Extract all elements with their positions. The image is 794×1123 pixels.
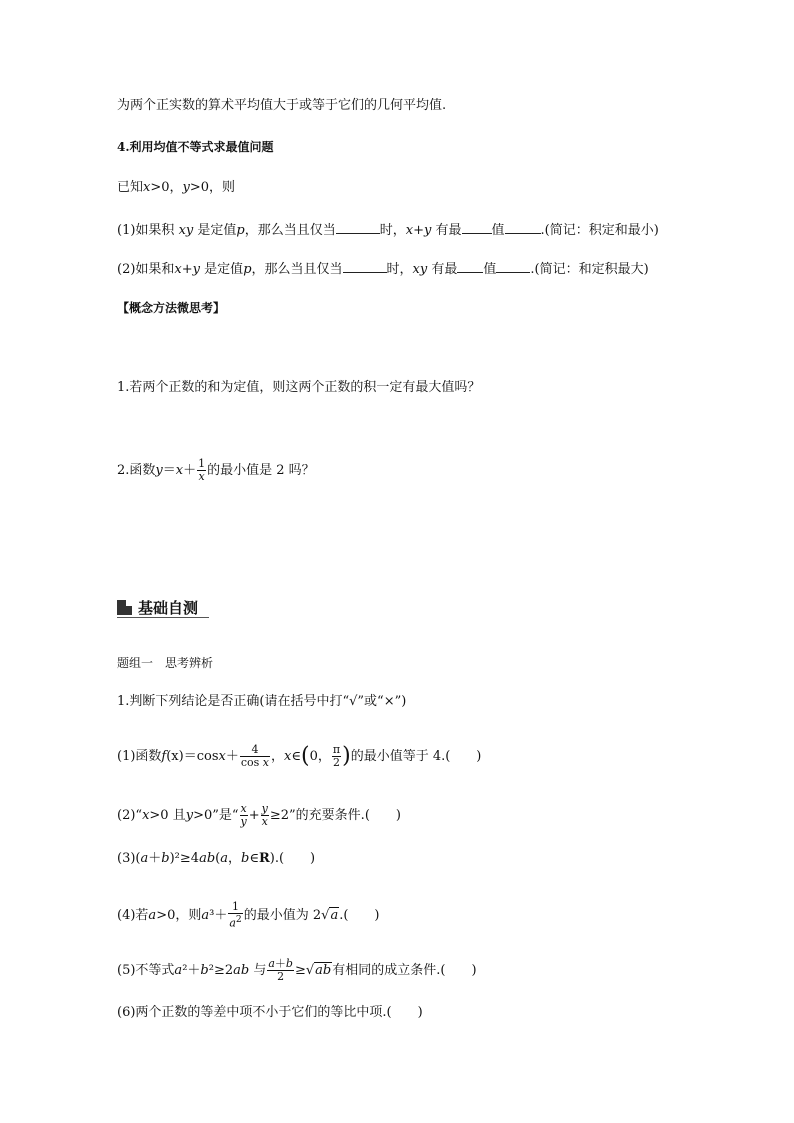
p4-text-c: 的最小值为 2 — [243, 907, 322, 923]
p3-text-a: (3)( — [117, 851, 141, 866]
section4-heading: 4.利用均值不等式求最值问题 — [117, 140, 274, 154]
fraction-denominator: x — [198, 470, 205, 483]
real-set: R — [258, 851, 270, 866]
q2-text-b: 的最小值是 2 吗？ — [207, 463, 315, 478]
fraction-numerator: π — [332, 743, 341, 756]
var-b: b — [200, 963, 209, 978]
item2-text-f: 值 — [483, 262, 497, 277]
section-title: 基础自测 — [138, 599, 199, 617]
var-y: y — [424, 223, 432, 238]
var-x: x — [174, 262, 182, 277]
left-paren: ( — [301, 743, 310, 769]
fraction-numerator: 4 — [240, 744, 270, 757]
plus-sign: ＋ — [274, 957, 286, 970]
var-x: x — [284, 749, 292, 764]
intro-line: 为两个正实数的算术平均值大于或等于它们的几何平均值. — [117, 98, 447, 113]
item1-text-f: 值 — [491, 223, 505, 238]
var-x: x — [405, 223, 414, 238]
given-cond-x: >0， — [150, 180, 183, 195]
given-cond-y: >0，则 — [189, 180, 236, 195]
var-x: x — [218, 749, 226, 764]
p5-op2: ²≥2 — [208, 963, 234, 978]
p1-text-a: (1)函数 — [117, 749, 162, 764]
item2-text-b: 是定值 — [204, 262, 244, 277]
fraction — [332, 744, 341, 769]
element-of-sign: ∈ — [291, 749, 301, 764]
fraction — [240, 803, 248, 828]
var-x: x — [142, 808, 150, 823]
plus-sign: ＋ — [214, 907, 228, 923]
p2-text-d: ≥2”的充要条件.( ) — [269, 808, 401, 823]
fraction — [228, 901, 242, 930]
exponent: 2 — [235, 914, 242, 925]
right-paren: ) — [342, 743, 351, 769]
item1-text-c: ，那么当且仅当 — [244, 223, 336, 238]
sqrt-radicand: ab — [315, 963, 332, 978]
square-bullet-icon — [117, 600, 132, 615]
q2-text-a: 2.函数 — [117, 463, 156, 478]
var-a: a — [220, 851, 228, 866]
var-y: y — [155, 463, 163, 478]
geq-sign: ≥ — [294, 963, 306, 978]
concept-q1: 1.若两个正数的和为定值，则这两个正数的积一定有最大值吗？ — [117, 380, 481, 395]
given-line — [117, 180, 235, 196]
given-prefix: 已知 — [117, 180, 144, 195]
item1-text-d: 时， — [379, 223, 406, 238]
comma: ， — [271, 749, 285, 764]
fraction-denominator: 2 — [332, 756, 340, 769]
item2-text-a: (2)如果和 — [117, 262, 175, 277]
item2-text-e: 有最 — [431, 262, 458, 277]
var-b: b — [161, 851, 170, 866]
var-y: y — [192, 262, 201, 277]
var-p: p — [243, 262, 252, 277]
statement-2 — [117, 803, 401, 828]
var-ab: ab — [199, 851, 216, 866]
var-x: x — [262, 756, 270, 769]
var-x: x — [143, 180, 151, 195]
p3-text-c: ( — [215, 851, 221, 866]
item2-text-c: ，那么当且仅当 — [251, 262, 343, 277]
p5-op1: ²＋ — [182, 963, 201, 978]
fraction-denominator: x — [261, 815, 268, 828]
item1-text-e: 有最 — [435, 223, 462, 238]
var-a: a — [229, 916, 236, 930]
statement-6: (6)两个正数的等差中项不小于它们的等比中项.( ) — [117, 1005, 423, 1020]
var-b: b — [241, 851, 250, 866]
concept-q2 — [117, 458, 315, 483]
fraction-numerator: 1 — [198, 457, 206, 470]
fraction-denominator — [240, 757, 270, 769]
plus-sign: + — [413, 223, 425, 238]
interval-start: 0， — [309, 749, 331, 764]
plus-sign: + — [248, 808, 260, 823]
fraction-numerator: x — [240, 802, 247, 815]
section-underline — [117, 617, 209, 618]
fill-blank[interactable] — [505, 221, 541, 234]
var-ab: ab — [233, 963, 250, 978]
plus-sign: ＋ — [183, 463, 197, 478]
p5-text-c: 与 — [253, 963, 267, 978]
plus-sign: ＋ — [148, 851, 162, 866]
fill-blank[interactable] — [496, 260, 530, 273]
q1-stem: 1.判断下列结论是否正确(请在括号中打“√”或“×”) — [117, 694, 407, 709]
var-x: x — [175, 463, 184, 478]
fill-blank[interactable] — [336, 221, 380, 234]
var-b: b — [285, 957, 293, 970]
plus-sign: + — [181, 262, 193, 277]
var-a: a — [140, 851, 149, 866]
p1-arg: (x) — [166, 749, 184, 764]
plus-sign: ＋ — [225, 749, 239, 764]
var-p: p — [236, 223, 245, 238]
fill-blank[interactable] — [457, 260, 483, 273]
sqrt-sign: √ — [305, 963, 315, 978]
fraction-numerator: y — [261, 802, 268, 815]
var-f: f — [161, 749, 167, 764]
fill-blank[interactable] — [343, 260, 387, 273]
p2-text-c: >0”是“ — [193, 808, 239, 823]
concept-title: 【概念方法微思考】 — [117, 301, 226, 315]
p4-text-a: (4)若 — [117, 907, 149, 923]
fraction-numerator: 1 — [228, 901, 242, 914]
fraction-denominator: y — [240, 815, 247, 828]
fraction — [267, 958, 294, 983]
comma: ， — [227, 851, 241, 866]
element-of-sign: ∈ — [249, 851, 259, 866]
p2-text-a: (2)“ — [117, 808, 143, 823]
item2-text-d: 时， — [386, 262, 413, 277]
p5-text-a: (5)不等式 — [117, 963, 175, 978]
p4-text-d: .( ) — [339, 907, 380, 923]
fraction — [261, 803, 269, 828]
fraction-denominator — [228, 914, 242, 930]
item1-text-b: 是定值 — [197, 223, 237, 238]
sqrt-sign: √ — [321, 907, 330, 923]
item1-line — [117, 221, 659, 239]
p1-text-b: 的最小值等于 4.( ) — [350, 749, 482, 764]
fraction-denominator: 2 — [277, 970, 285, 983]
fraction — [240, 744, 270, 769]
statement-4 — [117, 901, 380, 930]
p2-text-b: >0 且 — [149, 808, 186, 823]
p3-text-b: )²≥4 — [169, 851, 200, 866]
item2-text-g: .(简记：和定积最大) — [530, 262, 649, 277]
section-header — [117, 597, 198, 618]
var-a: a — [268, 957, 275, 970]
statement-5 — [117, 958, 477, 983]
p3-text-d: ).( ) — [269, 851, 316, 866]
group-label: 题组一 思考辨析 — [117, 656, 214, 670]
sqrt-radicand: a — [330, 907, 339, 923]
fill-blank[interactable] — [462, 221, 492, 234]
fraction — [197, 458, 206, 483]
var-a: a — [174, 963, 183, 978]
p4-text-b: >0，则 — [156, 907, 202, 923]
item1-text-g: .(简记：积定和最小) — [540, 223, 659, 238]
equals-sign: ＝ — [162, 463, 176, 478]
p1-eq-cos: ＝cos — [183, 749, 219, 764]
den-cos: cos — [240, 756, 260, 769]
var-a: a — [148, 907, 157, 923]
var-y: y — [185, 808, 194, 823]
exponent: ³ — [209, 907, 215, 923]
item2-line — [117, 260, 649, 278]
var-a: a — [201, 907, 210, 923]
item1-text-a: (1)如果积 — [117, 223, 175, 238]
var-xy: xy — [178, 223, 194, 238]
statement-3 — [117, 851, 315, 867]
p5-text-d: 有相同的成立条件.( ) — [332, 963, 477, 978]
var-xy: xy — [412, 262, 428, 277]
var-y: y — [182, 180, 190, 195]
statement-1 — [117, 744, 481, 769]
